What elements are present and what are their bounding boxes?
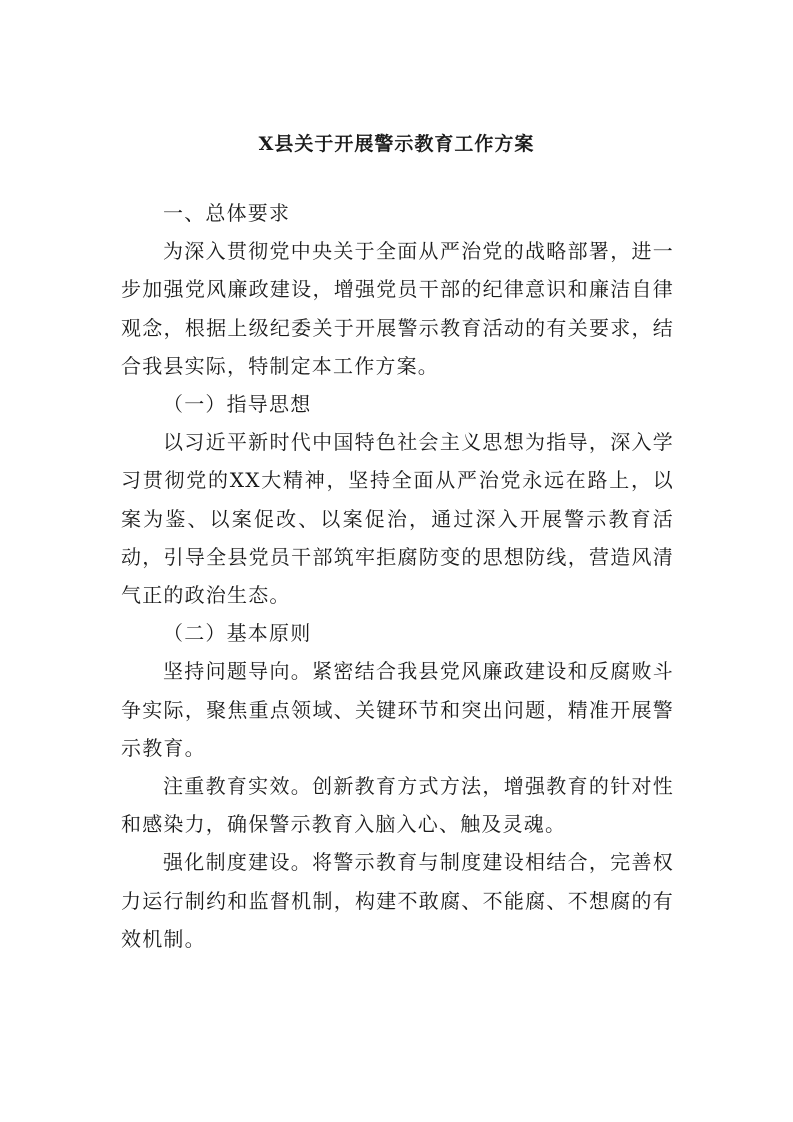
- section-heading-general-requirements: 一、总体要求: [163, 201, 291, 225]
- principle-paragraph-education-effect: 注重教育实效。创新教育方式方法，增强教育的针对性和感染力，确保警示教育入脑入心、触及灵魂。: [121, 774, 674, 837]
- principle-paragraph-system-building: 强化制度建设。将警示教育与制度建设相结合，完善权力运行制约和监督机制，构建不敢腐、不能腐、不想腐的有效机制。: [121, 850, 674, 951]
- subsection-heading-guiding-ideology: （一）指导思想: [163, 392, 312, 417]
- principle-paragraph-problem-oriented: 坚持问题导向。紧密结合我县党风廉政建设和反腐败斗争实际，聚焦重点领域、关键环节和突出问题，精准开展警示教育。: [121, 659, 674, 760]
- subsection-heading-basic-principles: （二）基本原则: [163, 621, 312, 646]
- section-paragraph-general-requirements: 为深入贯彻党中央关于全面从严治党的战略部署，进一步加强党风廉政建设，增强党员干部的纪律意识和廉洁自律观念，根据上级纪委关于开展警示教育活动的有关要求，结合我县实际，特制定本工作方案。: [121, 239, 674, 378]
- document-body: [121, 194, 674, 958]
- subsection-paragraph-guiding-ideology: 以习近平新时代中国特色社会主义思想为指导，深入学习贯彻党的XX大精神，坚持全面从严治党永远在路上，以案为鉴、以案促改、以案促治，通过深入开展警示教育活动，引导全县党员干部筑牢拒腐防变的思想防线，营造风清气正的政治生态。: [121, 430, 674, 608]
- document-title: X县关于开展警示教育工作方案: [258, 133, 535, 155]
